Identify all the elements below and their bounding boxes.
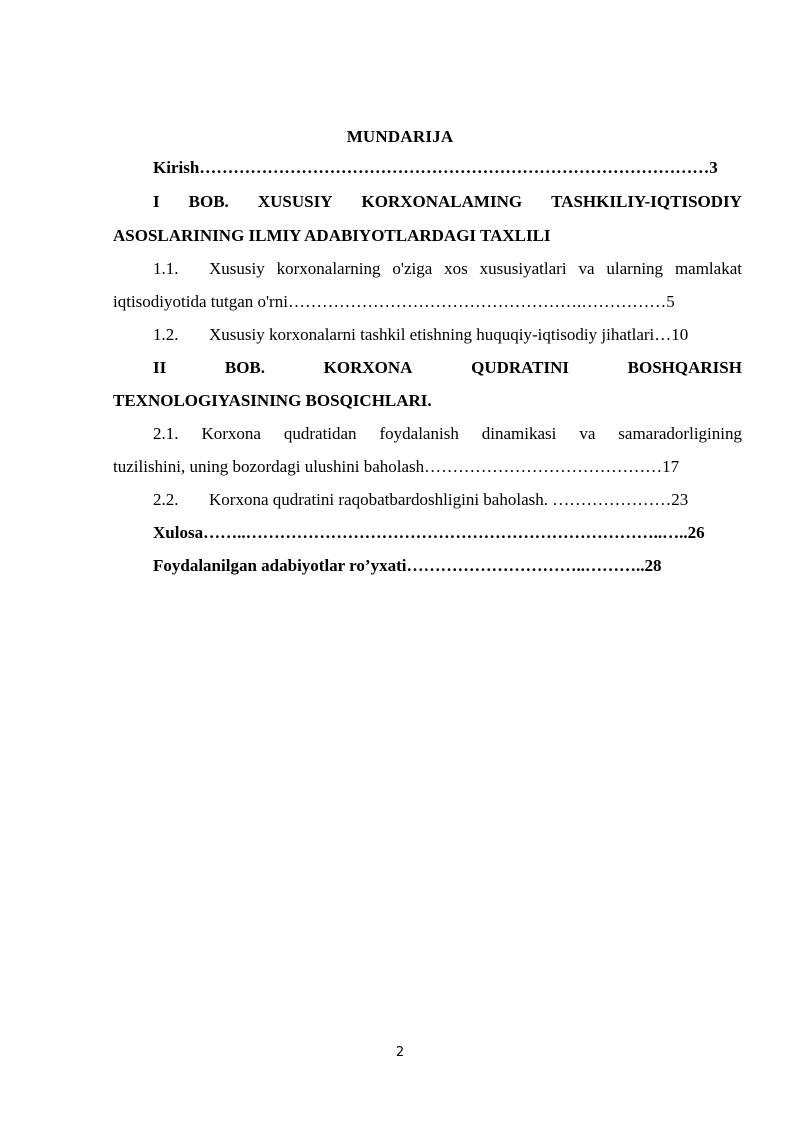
word: Korxona	[201, 424, 261, 443]
section-title	[209, 258, 742, 280]
word: BOB.	[188, 192, 229, 211]
word: dinamikasi	[481, 424, 557, 443]
toc-entry-references: Foydalanilgan adabiyotlar ro’yxati…………………………..………..28	[153, 556, 662, 575]
word: TASHKILIY-IQTISODIY	[551, 192, 742, 211]
word: ularning	[606, 259, 664, 278]
toc-entry-chapter1-line1	[153, 191, 742, 213]
section-title: Xususiy korxonalarni tashkil etishning huquqiy-iqtisodiy jihatlari…10	[209, 325, 689, 344]
word: QUDRATINI	[471, 358, 570, 377]
word: 2.1.	[153, 424, 179, 443]
section-title: Korxona qudratini raqobatbardoshligini baholash. …………………23	[209, 490, 689, 509]
word: II	[153, 358, 167, 377]
word: va	[579, 424, 596, 443]
toc-entry-1-1-line1	[153, 258, 742, 280]
word: qudratidan	[283, 424, 357, 443]
word: KORXONA	[323, 358, 413, 377]
toc-entry-2-1-line2: tuzilishini, uning bozordagi ulushini baholash……………………………………17	[113, 457, 680, 476]
word: KORXONALAMING	[361, 192, 523, 211]
section-number: 1.2.	[153, 325, 179, 344]
word: xos	[444, 259, 468, 278]
word: BOSHQARISH	[627, 358, 742, 377]
word: foydalanish	[379, 424, 459, 443]
toc-entry-intro: Kirish………………………………………………………………………………3	[153, 158, 718, 177]
word: mamlakat	[674, 259, 742, 278]
word: va	[578, 259, 595, 278]
toc-entry-chapter2-line2: TEXNOLOGIYASINING BOSQICHLARI.	[113, 391, 432, 410]
section-number: 2.2.	[153, 490, 179, 509]
toc-entry-1-1-line2: iqtisodiyotida tutgan o'rni…………………………………………….……………5	[113, 292, 675, 311]
word: XUSUSIY	[257, 192, 333, 211]
toc-entry-2-2	[153, 489, 688, 511]
word: Xususiy	[209, 259, 265, 278]
word: samaradorligining	[618, 424, 742, 443]
word: xususiyatlari	[479, 259, 567, 278]
section-number: 1.1.	[153, 259, 179, 278]
word: BOB.	[224, 358, 266, 377]
word: I	[153, 192, 160, 211]
toc-entry-chapter2-line1	[153, 357, 742, 379]
toc-entry-1-2	[153, 324, 688, 346]
page-number: 2	[395, 1045, 405, 1060]
word: o'ziga	[392, 259, 433, 278]
toc-entry-conclusion: Xulosa……..………………………………………………………………..…..26	[153, 523, 705, 542]
toc-entry-2-1-line1	[153, 423, 742, 445]
toc-title: MUNDARIJA	[346, 127, 454, 146]
toc-entry-chapter1-line2: ASOSLARINING ILMIY ADABIYOTLARDAGI TAXLILI	[113, 226, 551, 245]
word: korxonalarning	[276, 259, 381, 278]
